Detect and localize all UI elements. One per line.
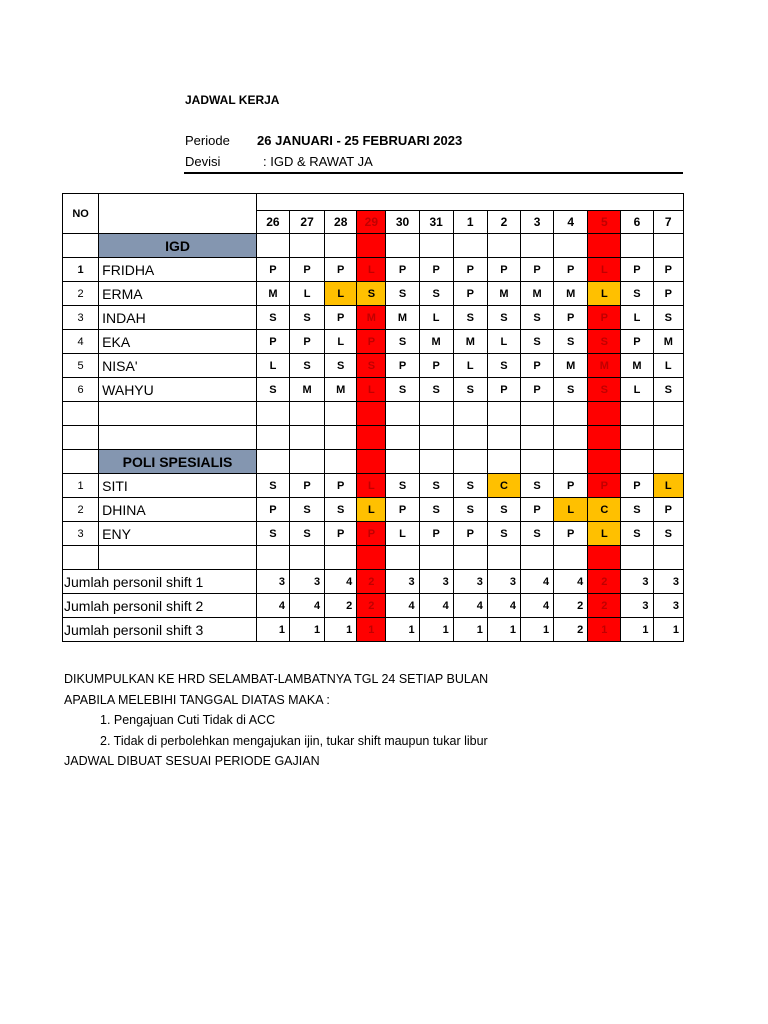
blank-cell	[520, 450, 553, 474]
shift-cell: P	[256, 498, 289, 522]
blank-cell	[487, 402, 520, 426]
shift-cell: L	[357, 378, 386, 402]
shift-cell: P	[621, 258, 653, 282]
totals-value: 3	[386, 570, 419, 594]
shift-cell: M	[520, 282, 553, 306]
shift-cell: L	[325, 282, 357, 306]
totals-value: 4	[290, 594, 325, 618]
blank-cell	[325, 450, 357, 474]
shift-cell: S	[386, 282, 419, 306]
blank-cell	[419, 426, 453, 450]
blank-cell	[99, 402, 257, 426]
shift-cell: S	[453, 306, 487, 330]
employee-name: INDAH	[99, 306, 257, 330]
shift-cell: L	[290, 282, 325, 306]
shift-cell: S	[386, 330, 419, 354]
row-number: 1	[63, 258, 99, 282]
totals-value: 3	[653, 594, 683, 618]
blank-cell	[487, 450, 520, 474]
shift-cell: P	[386, 498, 419, 522]
shift-cell: S	[386, 474, 419, 498]
totals-value: 3	[487, 570, 520, 594]
totals-value: 2	[588, 570, 621, 594]
shift-cell: P	[487, 258, 520, 282]
section-header-row	[63, 234, 684, 258]
blank-cell	[520, 402, 553, 426]
employee-name: EKA	[99, 330, 257, 354]
blank-cell	[588, 402, 621, 426]
totals-value: 3	[653, 570, 683, 594]
blank-cell	[653, 234, 683, 258]
employee-name: WAHYU	[99, 378, 257, 402]
shift-cell: M	[588, 354, 621, 378]
totals-value: 3	[621, 594, 653, 618]
totals-value: 1	[290, 618, 325, 642]
employee-name: ENY	[99, 522, 257, 546]
shift-cell: P	[357, 522, 386, 546]
table-row	[63, 258, 684, 282]
shift-cell: P	[453, 282, 487, 306]
blank-cell	[653, 426, 683, 450]
note-item-2: 2. Tidak di perbolehkan mengajukan ijin, tukar shift maupun tukar libur	[100, 734, 488, 748]
totals-value: 2	[588, 594, 621, 618]
shift-cell: L	[554, 498, 588, 522]
blank-cell	[487, 546, 520, 570]
blank-cell	[520, 426, 553, 450]
shift-cell: L	[588, 282, 621, 306]
blank-cell	[256, 426, 289, 450]
shift-cell: M	[653, 330, 683, 354]
date-cell: 2	[487, 211, 520, 234]
blank-cell	[63, 546, 99, 570]
date-cell: 3	[520, 211, 553, 234]
date-cell: 26	[256, 211, 289, 234]
blank-cell	[99, 426, 257, 450]
shift-cell: S	[357, 282, 386, 306]
blank-cell	[487, 426, 520, 450]
totals-value: 4	[419, 594, 453, 618]
blank-cell	[453, 546, 487, 570]
totals-value: 3	[419, 570, 453, 594]
blank-cell	[621, 546, 653, 570]
shift-cell: P	[386, 258, 419, 282]
row-number: 1	[63, 474, 99, 498]
totals-label: Jumlah personil shift 2	[63, 594, 257, 618]
employee-name: ERMA	[99, 282, 257, 306]
totals-value: 1	[256, 618, 289, 642]
shift-cell: S	[621, 498, 653, 522]
shift-cell: S	[653, 522, 683, 546]
blank-cell	[453, 426, 487, 450]
periode-label: Periode	[185, 133, 230, 148]
blank-cell	[256, 546, 289, 570]
shift-cell: P	[520, 498, 553, 522]
shift-cell: C	[588, 498, 621, 522]
shift-cell: S	[453, 474, 487, 498]
shift-cell: S	[453, 378, 487, 402]
date-cell: 27	[290, 211, 325, 234]
blank-cell	[621, 450, 653, 474]
row-number: 2	[63, 498, 99, 522]
blank-cell	[325, 234, 357, 258]
page-title: JADWAL KERJA	[185, 93, 280, 107]
shift-cell: P	[520, 378, 553, 402]
shift-cell: L	[588, 258, 621, 282]
shift-cell: P	[554, 474, 588, 498]
shift-cell: L	[325, 330, 357, 354]
blank-cell	[653, 450, 683, 474]
blank-cell	[290, 546, 325, 570]
shift-cell: P	[653, 498, 683, 522]
totals-row	[63, 570, 684, 594]
totals-value: 4	[487, 594, 520, 618]
blank-cell	[653, 546, 683, 570]
shift-cell: L	[487, 330, 520, 354]
blank-cell	[386, 402, 419, 426]
totals-value: 2	[357, 570, 386, 594]
table-row	[63, 282, 684, 306]
table-row	[63, 330, 684, 354]
schedule-table	[62, 193, 684, 642]
totals-value: 1	[453, 618, 487, 642]
blank-cell	[554, 546, 588, 570]
blank-cell	[588, 450, 621, 474]
shift-cell: P	[453, 258, 487, 282]
shift-cell: P	[325, 522, 357, 546]
table-row	[63, 498, 684, 522]
shift-cell: L	[621, 378, 653, 402]
employee-name: NISA'	[99, 354, 257, 378]
table-row	[63, 378, 684, 402]
blank-cell	[419, 546, 453, 570]
shift-cell: S	[554, 378, 588, 402]
shift-cell: S	[357, 354, 386, 378]
note-line-1: DIKUMPULKAN KE HRD SELAMBAT-LAMBATNYA TGL 24 SETIAP BULAN	[64, 672, 489, 686]
totals-row	[63, 618, 684, 642]
row-number: 3	[63, 522, 99, 546]
shift-cell: S	[325, 354, 357, 378]
spacer-row	[63, 402, 684, 426]
shift-cell: M	[256, 282, 289, 306]
shift-cell: M	[554, 354, 588, 378]
employee-name: SITI	[99, 474, 257, 498]
shift-cell: M	[325, 378, 357, 402]
totals-row	[63, 594, 684, 618]
shift-cell: P	[256, 330, 289, 354]
blank-cell	[357, 450, 386, 474]
shift-cell: S	[487, 498, 520, 522]
row-number: 6	[63, 378, 99, 402]
shift-cell: S	[386, 378, 419, 402]
shift-cell: S	[554, 330, 588, 354]
totals-value: 2	[554, 594, 588, 618]
totals-value: 4	[386, 594, 419, 618]
section-title: POLI SPESIALIS	[99, 450, 257, 474]
blank-cell	[63, 234, 99, 258]
shift-cell: S	[256, 522, 289, 546]
totals-value: 3	[453, 570, 487, 594]
blank-cell	[588, 546, 621, 570]
blank-cell	[588, 234, 621, 258]
blank-cell	[554, 234, 588, 258]
totals-value: 4	[554, 570, 588, 594]
blank-cell	[453, 402, 487, 426]
shift-cell: M	[621, 354, 653, 378]
blank-cell	[256, 234, 289, 258]
shift-cell: P	[554, 258, 588, 282]
totals-value: 4	[453, 594, 487, 618]
blank-cell	[386, 450, 419, 474]
row-number: 4	[63, 330, 99, 354]
shift-cell: P	[621, 330, 653, 354]
date-cell: 7	[653, 211, 683, 234]
shift-cell: M	[554, 282, 588, 306]
shift-cell: L	[621, 306, 653, 330]
shift-cell: S	[487, 306, 520, 330]
spacer-row	[63, 546, 684, 570]
shift-cell: P	[419, 522, 453, 546]
shift-cell: L	[256, 354, 289, 378]
shift-cell: S	[290, 498, 325, 522]
shift-cell: M	[290, 378, 325, 402]
shift-cell: S	[520, 522, 553, 546]
totals-value: 4	[325, 570, 357, 594]
shift-cell: S	[256, 474, 289, 498]
note-line-3: JADWAL DIBUAT SESUAI PERIODE GAJIAN	[64, 754, 320, 768]
blank-cell	[386, 426, 419, 450]
blank-cell	[290, 402, 325, 426]
shift-cell: L	[357, 258, 386, 282]
shift-cell: S	[487, 522, 520, 546]
table-row	[63, 522, 684, 546]
shift-cell: L	[386, 522, 419, 546]
spacer-row	[63, 426, 684, 450]
blank-cell	[290, 234, 325, 258]
blank-cell	[554, 402, 588, 426]
employee-name: DHINA	[99, 498, 257, 522]
totals-value: 1	[588, 618, 621, 642]
employee-name: FRIDHA	[99, 258, 257, 282]
shift-cell: M	[419, 330, 453, 354]
shift-cell: P	[653, 282, 683, 306]
totals-value: 4	[520, 594, 553, 618]
shift-cell: S	[290, 522, 325, 546]
shift-cell: S	[419, 378, 453, 402]
shift-cell: P	[325, 474, 357, 498]
blank-cell	[357, 546, 386, 570]
shift-cell: M	[453, 330, 487, 354]
no-header: NO	[63, 194, 99, 234]
shift-cell: S	[325, 498, 357, 522]
date-cell: 29	[357, 211, 386, 234]
devisi-value: : IGD & RAWAT JA	[263, 154, 373, 169]
totals-value: 4	[520, 570, 553, 594]
shift-cell: L	[653, 474, 683, 498]
shift-cell: S	[588, 330, 621, 354]
blank-cell	[63, 402, 99, 426]
shift-cell: S	[453, 498, 487, 522]
totals-value: 1	[653, 618, 683, 642]
blank-cell	[520, 234, 553, 258]
blank-cell	[99, 546, 257, 570]
date-header-band	[256, 194, 683, 211]
blank-cell	[487, 234, 520, 258]
blank-cell	[63, 426, 99, 450]
blank-cell	[325, 426, 357, 450]
blank-cell	[386, 234, 419, 258]
totals-value: 3	[290, 570, 325, 594]
periode-value: 26 JANUARI - 25 FEBRUARI 2023	[257, 133, 463, 148]
table-row	[63, 354, 684, 378]
shift-cell: P	[386, 354, 419, 378]
shift-cell: L	[588, 522, 621, 546]
shift-cell: P	[290, 474, 325, 498]
shift-cell: P	[290, 258, 325, 282]
shift-cell: P	[554, 522, 588, 546]
shift-cell: M	[357, 306, 386, 330]
shift-cell: S	[653, 378, 683, 402]
blank-cell	[653, 402, 683, 426]
table-row	[63, 306, 684, 330]
shift-cell: P	[325, 306, 357, 330]
shift-cell: S	[520, 330, 553, 354]
totals-value: 1	[621, 618, 653, 642]
shift-cell: P	[290, 330, 325, 354]
totals-value: 1	[487, 618, 520, 642]
shift-cell: S	[487, 354, 520, 378]
blank-cell	[290, 450, 325, 474]
shift-cell: S	[621, 282, 653, 306]
shift-cell: P	[520, 354, 553, 378]
shift-cell: P	[325, 258, 357, 282]
totals-value: 3	[621, 570, 653, 594]
totals-value: 1	[386, 618, 419, 642]
totals-value: 4	[256, 594, 289, 618]
date-cell: 28	[325, 211, 357, 234]
blank-cell	[357, 402, 386, 426]
blank-cell	[621, 426, 653, 450]
section-header-row	[63, 450, 684, 474]
shift-cell: S	[653, 306, 683, 330]
shift-cell: P	[419, 354, 453, 378]
blank-cell	[357, 234, 386, 258]
blank-cell	[554, 450, 588, 474]
shift-cell: C	[487, 474, 520, 498]
blank-cell	[256, 450, 289, 474]
header-row-top	[63, 194, 684, 211]
shift-cell: S	[419, 474, 453, 498]
shift-cell: P	[588, 306, 621, 330]
blank-cell	[520, 546, 553, 570]
shift-cell: P	[520, 258, 553, 282]
blank-cell	[325, 546, 357, 570]
totals-value: 1	[419, 618, 453, 642]
date-cell: 31	[419, 211, 453, 234]
totals-value: 1	[357, 618, 386, 642]
date-cell: 1	[453, 211, 487, 234]
shift-cell: L	[419, 306, 453, 330]
header-divider	[184, 172, 683, 174]
shift-cell: L	[653, 354, 683, 378]
note-item-1: 1. Pengajuan Cuti Tidak di ACC	[100, 713, 276, 727]
shift-cell: P	[653, 258, 683, 282]
date-cell: 4	[554, 211, 588, 234]
blank-cell	[290, 426, 325, 450]
blank-cell	[419, 402, 453, 426]
totals-value: 3	[256, 570, 289, 594]
totals-label: Jumlah personil shift 3	[63, 618, 257, 642]
shift-cell: P	[554, 306, 588, 330]
shift-cell: S	[520, 306, 553, 330]
blank-cell	[554, 426, 588, 450]
shift-cell: S	[520, 474, 553, 498]
blank-cell	[621, 234, 653, 258]
blank-cell	[325, 402, 357, 426]
totals-label: Jumlah personil shift 1	[63, 570, 257, 594]
totals-value: 1	[325, 618, 357, 642]
date-cell: 30	[386, 211, 419, 234]
shift-cell: M	[487, 282, 520, 306]
date-cell: 5	[588, 211, 621, 234]
shift-cell: L	[453, 354, 487, 378]
blank-cell	[419, 234, 453, 258]
blank-cell	[588, 426, 621, 450]
table-row	[63, 474, 684, 498]
shift-cell: L	[357, 498, 386, 522]
blank-cell	[621, 402, 653, 426]
totals-value: 2	[325, 594, 357, 618]
blank-cell	[63, 450, 99, 474]
row-number: 3	[63, 306, 99, 330]
shift-cell: S	[419, 498, 453, 522]
shift-cell: P	[256, 258, 289, 282]
row-number: 5	[63, 354, 99, 378]
shift-cell: P	[453, 522, 487, 546]
shift-cell: P	[357, 330, 386, 354]
date-cell: 6	[621, 211, 653, 234]
shift-cell: S	[290, 306, 325, 330]
shift-cell: S	[588, 378, 621, 402]
blank-cell	[453, 234, 487, 258]
shift-cell: P	[487, 378, 520, 402]
shift-cell: S	[256, 306, 289, 330]
shift-cell: S	[419, 282, 453, 306]
blank-cell	[453, 450, 487, 474]
blank-cell	[419, 450, 453, 474]
shift-cell: P	[419, 258, 453, 282]
shift-cell: P	[588, 474, 621, 498]
blank-cell	[256, 402, 289, 426]
row-number: 2	[63, 282, 99, 306]
blank-cell	[386, 546, 419, 570]
totals-value: 2	[554, 618, 588, 642]
shift-cell: S	[290, 354, 325, 378]
shift-cell: L	[357, 474, 386, 498]
totals-value: 2	[357, 594, 386, 618]
shift-cell: M	[386, 306, 419, 330]
totals-value: 1	[520, 618, 553, 642]
name-header	[99, 194, 257, 234]
note-line-2: APABILA MELEBIHI TANGGAL DIATAS MAKA :	[64, 693, 330, 707]
shift-cell: P	[621, 474, 653, 498]
shift-cell: S	[256, 378, 289, 402]
blank-cell	[357, 426, 386, 450]
section-title: IGD	[99, 234, 257, 258]
devisi-label: Devisi	[185, 154, 221, 169]
shift-cell: S	[621, 522, 653, 546]
